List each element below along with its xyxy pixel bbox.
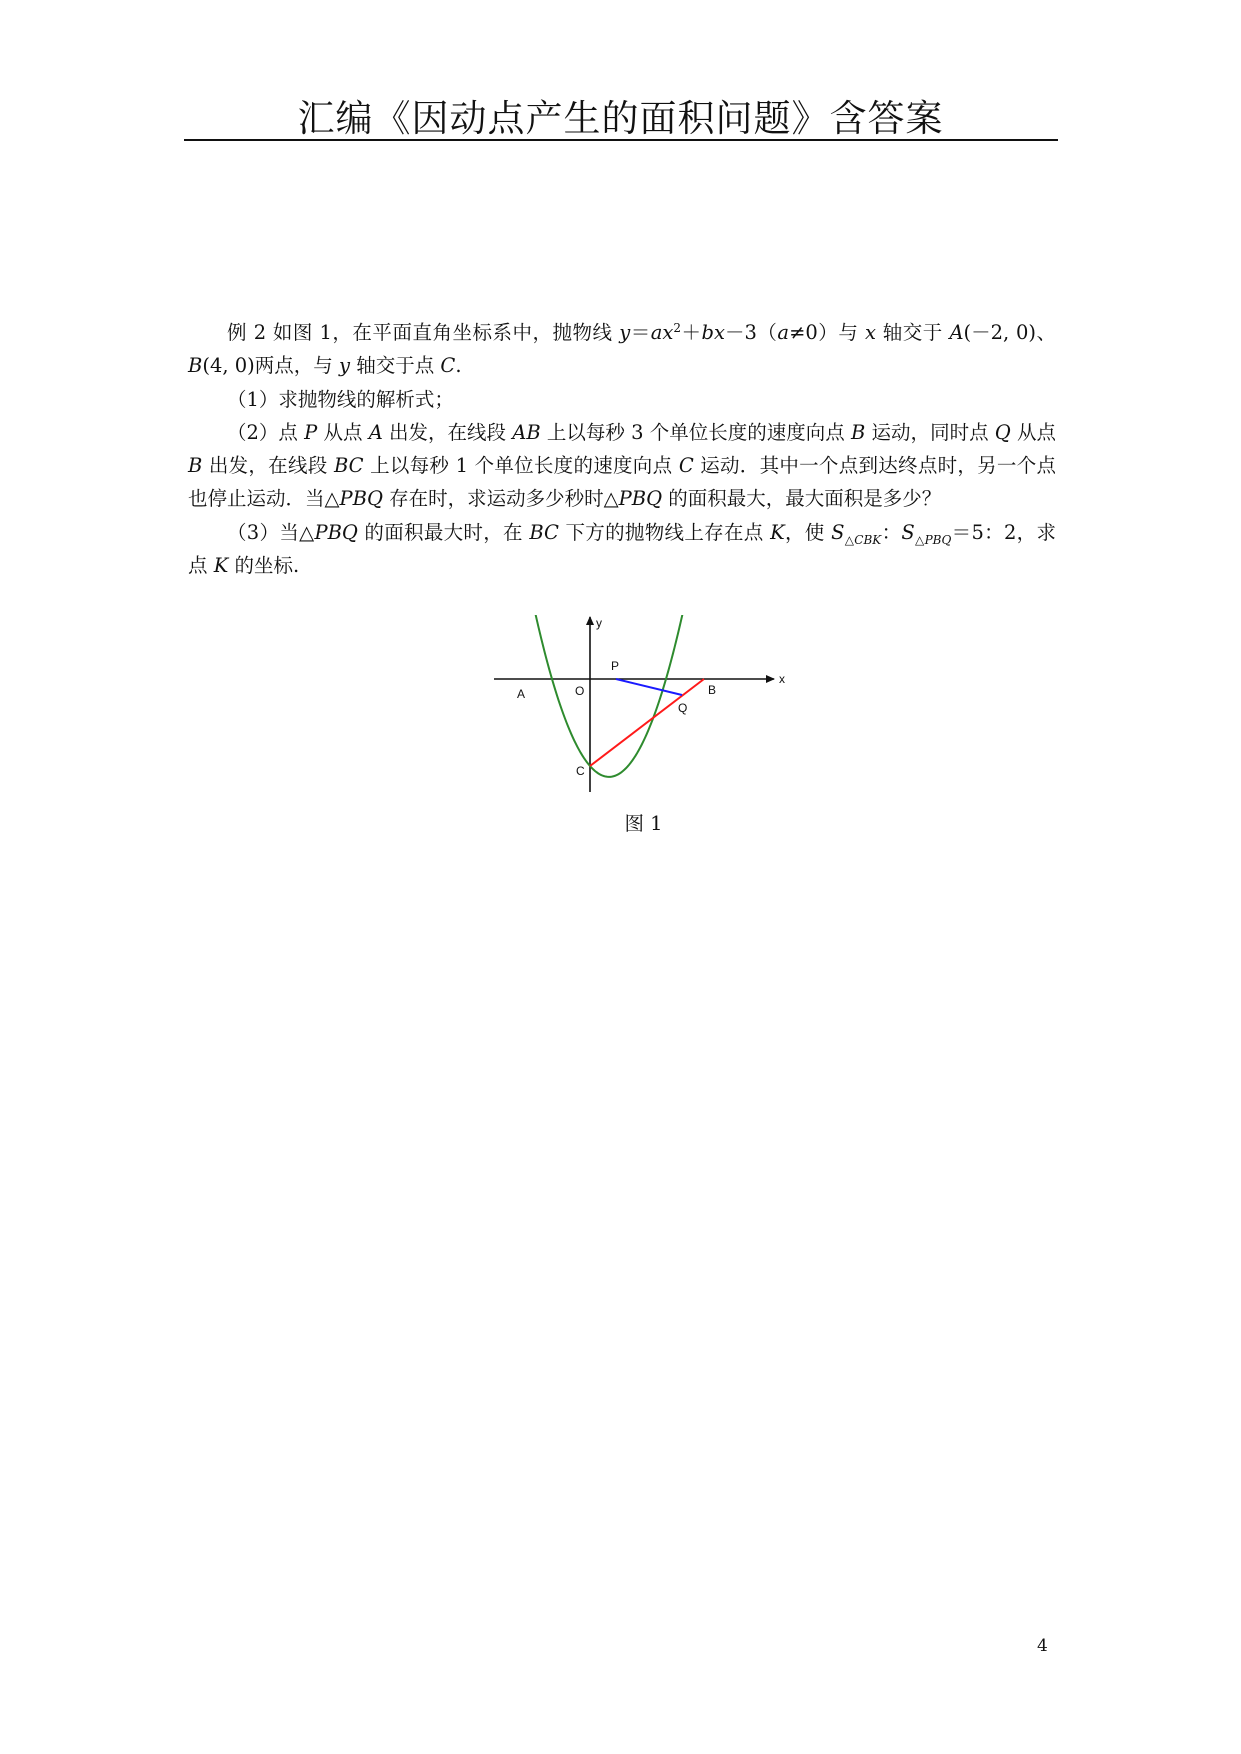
intro-exponent: 2 (673, 321, 681, 335)
q2-text: 出发，在线段 (202, 454, 334, 478)
intro-text: ≠0）与 (789, 321, 866, 344)
intro-text: (4, 0)两点，与 (202, 354, 339, 378)
segment-pq (616, 679, 682, 695)
page-header-title: 汇编《因动点产生的面积问题》含答案 (297, 97, 944, 140)
figure-1 (490, 615, 790, 800)
intro-text: －3（ (725, 321, 778, 344)
intro-text: (－2, 0)、 (963, 321, 1056, 344)
q3-text: ＝5：2，求点 (188, 520, 1056, 578)
q3-text: S (831, 520, 845, 544)
figure-svg (490, 615, 790, 800)
q3-text: （3）当△ (227, 520, 315, 544)
question-2 (188, 416, 1056, 516)
intro-text: 轴交于 (876, 321, 950, 344)
intro-text: y (338, 354, 350, 378)
header-divider (184, 139, 1058, 141)
problem-text (188, 316, 1056, 582)
label-o: O (575, 684, 585, 698)
parabola-curve (527, 615, 715, 777)
question-3 (188, 516, 1056, 583)
q2-text: 出发，在线段 (382, 420, 513, 444)
q2-text: 存在时，求运动多少秒时△ (382, 487, 619, 511)
segment-bc (590, 679, 704, 766)
q2-text: B (188, 454, 203, 478)
problem-intro (188, 316, 1056, 383)
q3-text: ： (881, 520, 902, 544)
q2-text: C (678, 454, 694, 478)
question-1 (188, 383, 1056, 416)
label-q: Q (678, 701, 688, 715)
q3-text: 的坐标. (228, 554, 300, 578)
intro-text: bx (701, 321, 725, 344)
q2-text: Q (994, 420, 1011, 444)
q3-text: 的面积最大时，在 (357, 520, 530, 544)
figure-caption: 图 1 (624, 812, 663, 835)
intro-text: a (777, 321, 790, 344)
q2-text: （2）点 (227, 420, 305, 444)
intro-text: B (188, 354, 203, 378)
label-b: B (708, 683, 717, 697)
page-number: 4 (1037, 1636, 1048, 1656)
q3-subscript: △CBK (844, 532, 882, 547)
intro-text: x (865, 321, 877, 344)
q2-text: A (368, 420, 383, 444)
label-y: y (596, 616, 602, 630)
q2-text: 从点 (317, 420, 369, 444)
q2-text: BC (333, 454, 364, 478)
intro-text: y (619, 321, 631, 344)
label-a: A (517, 687, 526, 701)
q2-text: 的面积最大，最大面积是多少？ (662, 487, 942, 511)
q2-text: 上以每秒 1 个单位长度的速度向点 (363, 454, 679, 478)
q3-text: K (770, 520, 785, 544)
intro-text: C (440, 354, 456, 378)
q3-text: ，使 (784, 520, 832, 544)
q2-text: P (304, 420, 318, 444)
q2-text: PBQ (618, 487, 663, 511)
q2-text: 从点 (1010, 420, 1057, 444)
label-c: C (576, 764, 585, 778)
intro-text: 轴交于点 (350, 354, 441, 378)
label-x: x (779, 672, 785, 686)
q1-text: （1）求抛物线的解析式； (227, 387, 454, 411)
intro-text: ＋ (681, 321, 702, 344)
intro-text: A (949, 321, 964, 344)
label-p: P (611, 659, 620, 673)
q3-text: PBQ (314, 520, 358, 544)
intro-text: . (455, 354, 462, 378)
q2-text: AB (512, 420, 541, 444)
q2-text: 运动，同时点 (865, 420, 995, 444)
q3-text: 下方的抛物线上存在点 (558, 520, 771, 544)
intro-text: ＝ (630, 321, 651, 344)
q2-text: 运动．其中一个点到达终点时，另一个点也停止运动．当△ (188, 454, 1056, 511)
intro-text: 例 2 如图 1，在平面直角坐标系中，抛物线 (227, 321, 620, 344)
q3-subscript: △PBQ (914, 532, 952, 547)
q2-text: 上以每秒 3 个单位长度的速度向点 (540, 420, 851, 444)
q2-text: B (851, 420, 866, 444)
intro-text: ax (650, 321, 674, 344)
q3-text: S (901, 520, 915, 544)
q3-text: K (213, 554, 229, 578)
q2-text: PBQ (339, 487, 383, 511)
q3-text: BC (529, 520, 559, 544)
